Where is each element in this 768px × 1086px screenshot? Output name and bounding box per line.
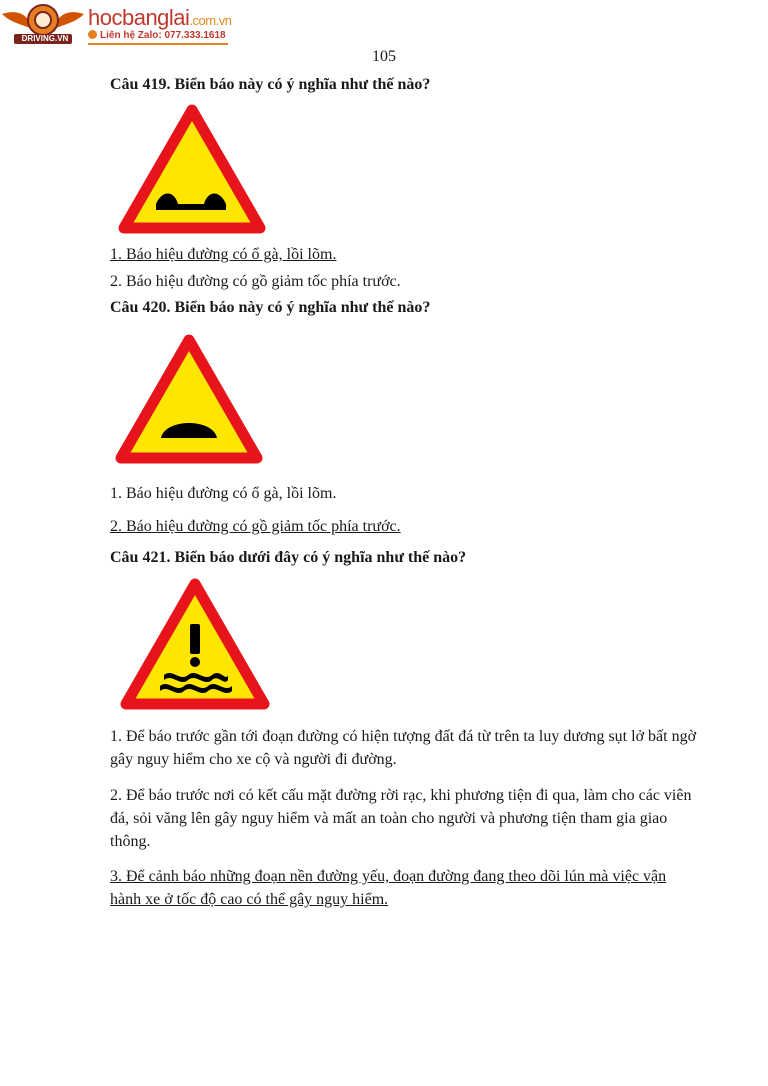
question-title: Câu 421. Biển báo dưới đây có ý nghĩa như thế nào? bbox=[110, 549, 467, 566]
speed-bump-warning-sign-icon bbox=[115, 334, 263, 464]
answer-option: 1. Báo hiệu đường có ổ gà, lồi lõm. bbox=[110, 246, 337, 263]
answer-option: 2. Để báo trước nơi có kết cấu mặt đường rời rạc, khi phương tiện đi qua, làm cho các viên đá, sỏi văng lên gây nguy hiểm và mất an toàn cho người và phương tiện tham gia giao thông. bbox=[110, 787, 692, 850]
answer-option: 2. Báo hiệu đường có gồ giảm tốc phía trước. bbox=[110, 273, 401, 290]
contact-text: Liên hệ Zalo: 077.333.1618 bbox=[100, 30, 226, 41]
answer-option: 1. Báo hiệu đường có ổ gà, lồi lõm. bbox=[110, 485, 337, 502]
site-name bbox=[88, 5, 231, 31]
logo-text: DRIVING.VN bbox=[21, 34, 69, 43]
question-title: Câu 420. Biển báo này có ý nghĩa như thế nào? bbox=[110, 299, 431, 316]
contact-line bbox=[88, 30, 226, 41]
answer-option: 3. Để cảnh báo những đoạn nền đường yếu, đoạn đường đang theo dõi lún mà việc vận hành xe ở tốc độ cao có thể gây nguy hiểm. bbox=[110, 868, 667, 908]
site-name-main: hocbanglai bbox=[88, 5, 190, 30]
answer-option: 2. Báo hiệu đường có gồ giảm tốc phía trước. bbox=[110, 518, 401, 535]
site-name-suffix: .com.vn bbox=[189, 13, 232, 28]
answer-option: 1. Để báo trước gần tới đoạn đường có hiện tượng đất đá từ trên ta luy dương sụt lở bất ngờ gây nguy hiểm cho xe cộ và người đi đường. bbox=[110, 728, 697, 768]
weak-road-subsidence-warning-sign-icon bbox=[120, 578, 270, 710]
zalo-icon bbox=[88, 30, 97, 39]
header-logo bbox=[0, 0, 240, 48]
brand-underline bbox=[88, 43, 228, 45]
uneven-road-warning-sign-icon bbox=[118, 104, 266, 234]
question-title: Câu 419. Biển báo này có ý nghĩa như thế nào? bbox=[110, 76, 431, 93]
page-number: 105 bbox=[372, 48, 396, 65]
